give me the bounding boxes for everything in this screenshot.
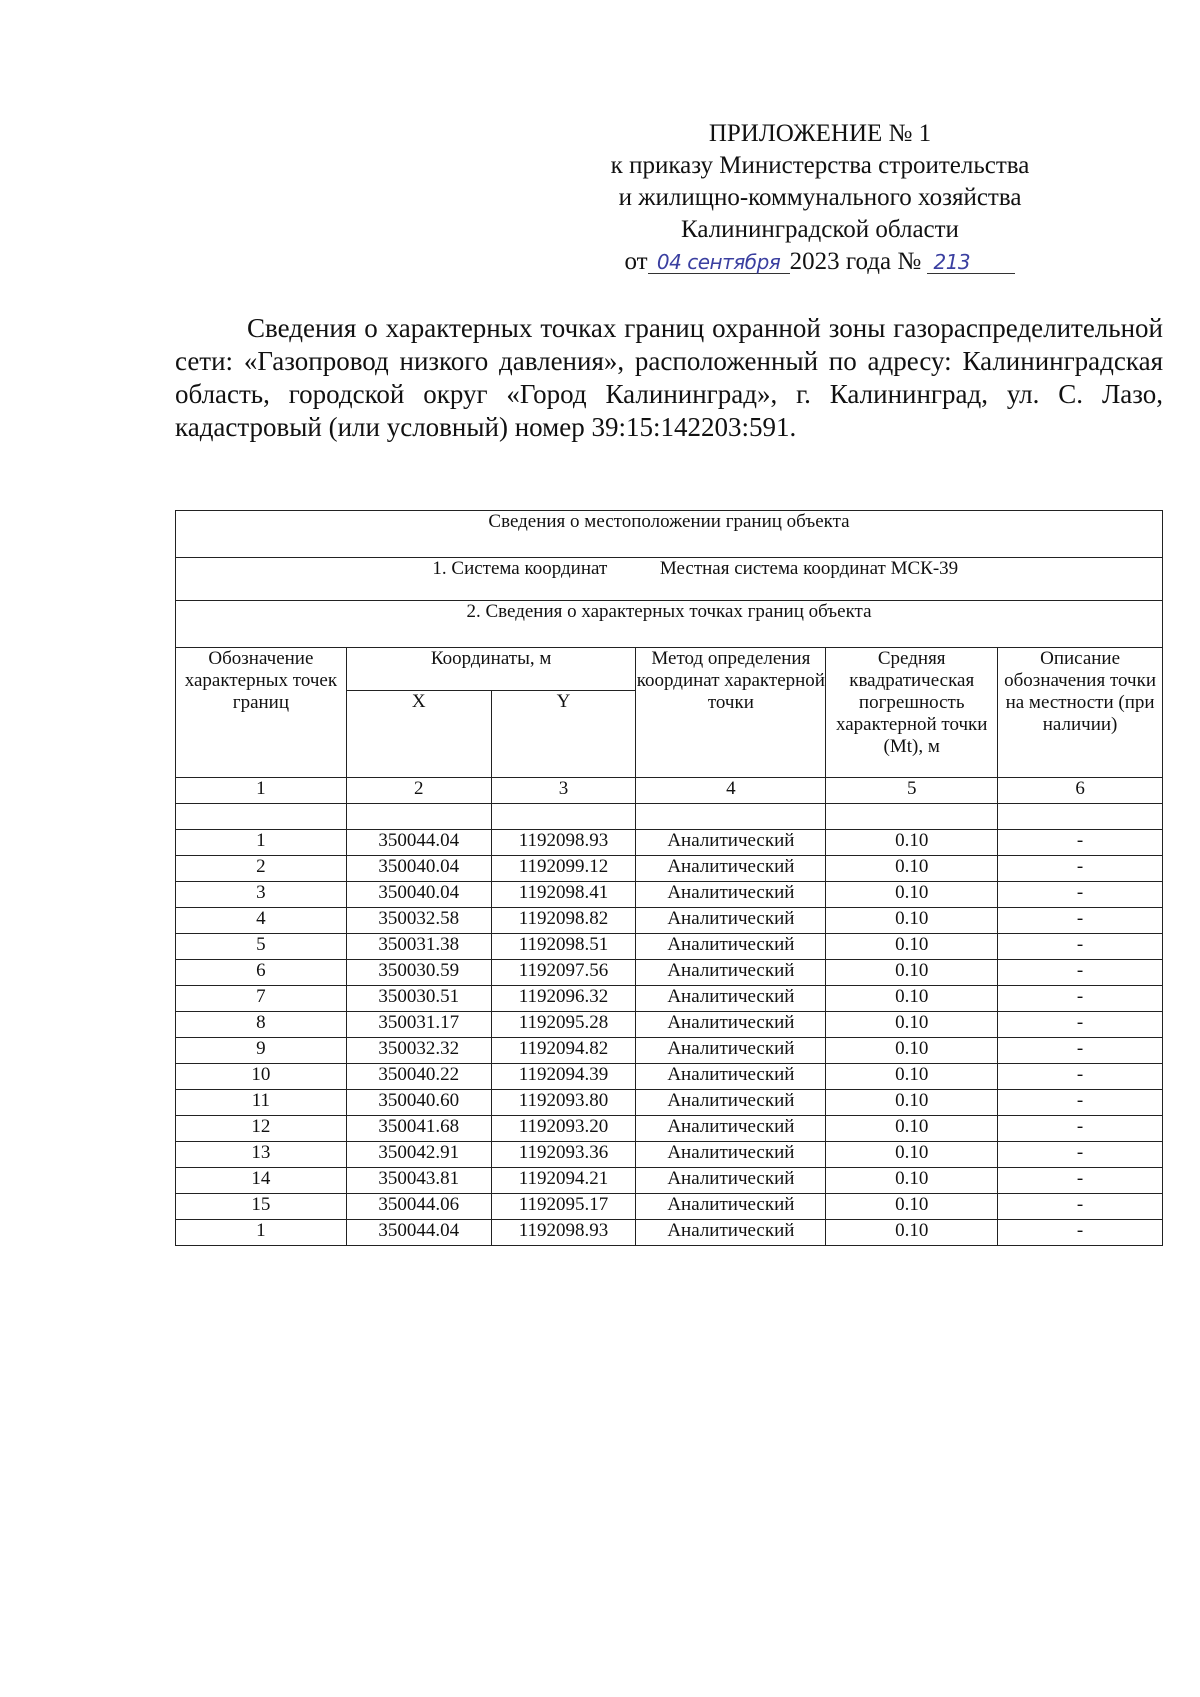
cell-method: Аналитический <box>636 1194 826 1220</box>
cell-description: - <box>998 934 1163 960</box>
coordinate-system-row <box>176 558 1163 601</box>
cell-x: 350040.04 <box>346 856 491 882</box>
blank-cell <box>998 804 1163 830</box>
cell-point: 5 <box>176 934 347 960</box>
handwritten-date: 04 сентября <box>648 251 790 274</box>
order-date-line <box>555 246 1085 278</box>
cell-error: 0.10 <box>826 1038 998 1064</box>
coordinate-system-label: 1. Система координат <box>432 558 608 579</box>
cell-description: - <box>998 1220 1163 1246</box>
cell-description: - <box>998 1168 1163 1194</box>
table-row <box>176 1116 1163 1142</box>
cell-x: 350031.17 <box>346 1012 491 1038</box>
cell-y: 1192093.80 <box>491 1090 636 1116</box>
cell-error: 0.10 <box>826 1116 998 1142</box>
cell-x: 350044.04 <box>346 830 491 856</box>
intro-paragraph: Сведения о характерных точках границ охранной зоны газораспределительной сети: «Газопровод низкого давления», расположенный по адресу: Калининградская область, городской округ «Город Калининград», г. Калининград, ул. С. Лазо, кадастровый (или условный) номер 39:15:142203:591. <box>175 313 1163 442</box>
cell-point: 7 <box>176 986 347 1012</box>
blank-cell <box>826 804 998 830</box>
cell-description: - <box>998 1142 1163 1168</box>
cell-x: 350042.91 <box>346 1142 491 1168</box>
cell-point: 13 <box>176 1142 347 1168</box>
table-row <box>176 856 1163 882</box>
date-prefix: от <box>624 248 648 275</box>
blank-cell <box>636 804 826 830</box>
table-row <box>176 908 1163 934</box>
table-row <box>176 1194 1163 1220</box>
cell-point: 8 <box>176 1012 347 1038</box>
cell-x: 350040.22 <box>346 1064 491 1090</box>
cell-error: 0.10 <box>826 1168 998 1194</box>
order-line-1: к приказу Министерства строительства <box>610 152 1030 179</box>
cell-method: Аналитический <box>636 856 826 882</box>
cell-method: Аналитический <box>636 1220 826 1246</box>
cell-description: - <box>998 856 1163 882</box>
cell-x: 350032.58 <box>346 908 491 934</box>
table-row <box>176 1090 1163 1116</box>
table-row <box>176 1064 1163 1090</box>
cell-method: Аналитический <box>636 1116 826 1142</box>
order-line-3: Калининградской области <box>681 216 959 243</box>
cell-point: 10 <box>176 1064 347 1090</box>
cell-x: 350041.68 <box>346 1116 491 1142</box>
cell-point: 14 <box>176 1168 347 1194</box>
cell-x: 350030.59 <box>346 960 491 986</box>
cell-description: - <box>998 1064 1163 1090</box>
cell-y: 1192096.32 <box>491 986 636 1012</box>
cell-y: 1192094.21 <box>491 1168 636 1194</box>
cell-method: Аналитический <box>636 1038 826 1064</box>
col-header-error: Средняя квадратическая погрешность характерной точки (Mt), м <box>826 648 998 778</box>
cell-method: Аналитический <box>636 908 826 934</box>
cell-description: - <box>998 986 1163 1012</box>
table-row <box>176 1142 1163 1168</box>
cell-error: 0.10 <box>826 882 998 908</box>
cell-description: - <box>998 1194 1163 1220</box>
cell-x: 350032.32 <box>346 1038 491 1064</box>
cell-description: - <box>998 960 1163 986</box>
cell-y: 1192094.39 <box>491 1064 636 1090</box>
table-row <box>176 1220 1163 1246</box>
cell-method: Аналитический <box>636 882 826 908</box>
table-row <box>176 1012 1163 1038</box>
column-number: 6 <box>998 778 1163 804</box>
boundary-points-table <box>175 510 1163 1246</box>
blank-cell <box>346 804 491 830</box>
cell-point: 4 <box>176 908 347 934</box>
cell-error: 0.10 <box>826 986 998 1012</box>
cell-x: 350040.60 <box>346 1090 491 1116</box>
blank-cell <box>176 804 347 830</box>
cell-x: 350044.04 <box>346 1220 491 1246</box>
cell-error: 0.10 <box>826 1194 998 1220</box>
column-numbers-row <box>176 778 1163 804</box>
cell-point: 15 <box>176 1194 347 1220</box>
cell-method: Аналитический <box>636 934 826 960</box>
cell-method: Аналитический <box>636 830 826 856</box>
handwritten-order-number: 213 <box>927 251 1015 274</box>
cell-method: Аналитический <box>636 1142 826 1168</box>
table-title: Сведения о местоположении границ объекта <box>176 511 1163 558</box>
cell-method: Аналитический <box>636 960 826 986</box>
cell-error: 0.10 <box>826 908 998 934</box>
cell-y: 1192097.56 <box>491 960 636 986</box>
table-row <box>176 830 1163 856</box>
cell-method: Аналитический <box>636 986 826 1012</box>
cell-x: 350044.06 <box>346 1194 491 1220</box>
cell-y: 1192094.82 <box>491 1038 636 1064</box>
section-2-heading: 2. Сведения о характерных точках границ объекта <box>176 601 1163 648</box>
cell-y: 1192093.20 <box>491 1116 636 1142</box>
cell-point: 1 <box>176 1220 347 1246</box>
col-header-coordinates: Координаты, м <box>346 648 636 691</box>
cell-method: Аналитический <box>636 1090 826 1116</box>
cell-point: 6 <box>176 960 347 986</box>
cell-description: - <box>998 882 1163 908</box>
cell-y: 1192095.17 <box>491 1194 636 1220</box>
cell-y: 1192098.51 <box>491 934 636 960</box>
column-number: 1 <box>176 778 347 804</box>
table-row <box>176 882 1163 908</box>
cell-y: 1192098.93 <box>491 1220 636 1246</box>
blank-row <box>176 804 1163 830</box>
cell-error: 0.10 <box>826 1142 998 1168</box>
cell-x: 350031.38 <box>346 934 491 960</box>
cell-point: 9 <box>176 1038 347 1064</box>
table-row <box>176 1038 1163 1064</box>
cell-x: 350030.51 <box>346 986 491 1012</box>
cell-description: - <box>998 1012 1163 1038</box>
table-row <box>176 986 1163 1012</box>
cell-error: 0.10 <box>826 1012 998 1038</box>
column-number: 3 <box>491 778 636 804</box>
cell-y: 1192099.12 <box>491 856 636 882</box>
cell-y: 1192095.28 <box>491 1012 636 1038</box>
column-number: 5 <box>826 778 998 804</box>
cell-point: 3 <box>176 882 347 908</box>
cell-error: 0.10 <box>826 1220 998 1246</box>
cell-point: 11 <box>176 1090 347 1116</box>
cell-y: 1192098.82 <box>491 908 636 934</box>
cell-method: Аналитический <box>636 1168 826 1194</box>
cell-error: 0.10 <box>826 856 998 882</box>
cell-y: 1192098.93 <box>491 830 636 856</box>
cell-x: 350040.04 <box>346 882 491 908</box>
col-header-y: Y <box>491 691 636 778</box>
cell-point: 2 <box>176 856 347 882</box>
cell-description: - <box>998 1038 1163 1064</box>
cell-description: - <box>998 908 1163 934</box>
cell-error: 0.10 <box>826 1064 998 1090</box>
cell-description: - <box>998 1090 1163 1116</box>
blank-cell <box>491 804 636 830</box>
table-row <box>176 960 1163 986</box>
date-suffix: 2023 года № <box>789 248 922 275</box>
cell-y: 1192098.41 <box>491 882 636 908</box>
column-number: 4 <box>636 778 826 804</box>
cell-x: 350043.81 <box>346 1168 491 1194</box>
column-number: 2 <box>346 778 491 804</box>
cell-method: Аналитический <box>636 1012 826 1038</box>
table-row <box>176 1168 1163 1194</box>
order-line-2: и жилищно-коммунального хозяйства <box>618 184 1022 211</box>
coordinate-system-value: Местная система координат МСК-39 <box>659 558 959 579</box>
cell-description: - <box>998 1116 1163 1142</box>
col-header-x: X <box>346 691 491 778</box>
cell-error: 0.10 <box>826 1090 998 1116</box>
table-row <box>176 934 1163 960</box>
cell-description: - <box>998 830 1163 856</box>
cell-point: 1 <box>176 830 347 856</box>
col-header-description: Описание обозначения точки на местности (при наличии) <box>998 648 1163 778</box>
cell-error: 0.10 <box>826 960 998 986</box>
appendix-title: ПРИЛОЖЕНИЕ № 1 <box>708 120 932 147</box>
cell-y: 1192093.36 <box>491 1142 636 1168</box>
col-header-point: Обозначение характерных точек границ <box>176 648 347 778</box>
col-header-method: Метод определения координат характерной точки <box>636 648 826 778</box>
cell-method: Аналитический <box>636 1064 826 1090</box>
appendix-header <box>555 118 1085 278</box>
cell-error: 0.10 <box>826 934 998 960</box>
cell-point: 12 <box>176 1116 347 1142</box>
cell-error: 0.10 <box>826 830 998 856</box>
